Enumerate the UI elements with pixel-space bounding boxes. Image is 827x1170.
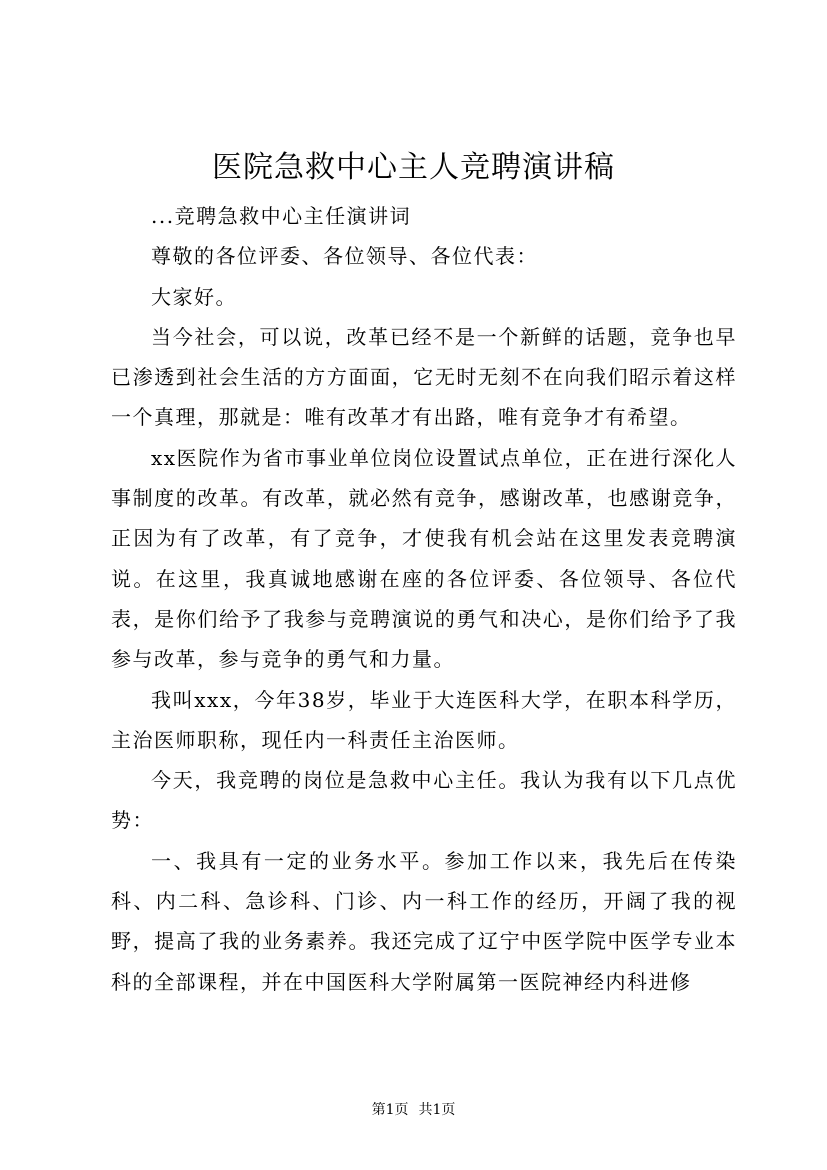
- page-number: 第1页: [371, 1102, 409, 1118]
- page-footer: [0, 1100, 827, 1120]
- paragraph-reform: 当今社会，可以说，改革已经不是一个新鲜的话题，竞争也早已渗透到社会生活的方方面面，它无时无刻不在向我们昭示着这样一个真理，那就是：唯有改革才有出路，唯有竞争才有希望。: [111, 324, 737, 430]
- paragraph-hospital: xx医院作为省市事业单位岗位设置试点单位，正在进行深化人事制度的改革。有改革，就必然有竞争，感谢改革，也感谢竞争，正因为有了改革，有了竞争，才使我有机会站在这里发表竞聘演说。在这里，我真诚地感谢在座的各位评委、各位领导、各位代表，是你们给予了我参与竞聘演说的勇气和决心，是你们给予了我参与改革，参与竞争的勇气和力量。: [111, 445, 737, 672]
- document-body: [111, 196, 737, 1002]
- paragraph-greeting: 大家好。: [151, 284, 237, 309]
- paragraph-salutation: 尊敬的各位评委、各位领导、各位代表：: [151, 244, 538, 269]
- document-title: 医院急救中心主人竞聘演讲稿: [212, 150, 615, 185]
- paragraph-subtitle: ...竞聘急救中心主任演讲词: [151, 204, 412, 228]
- paragraph-self-intro: 我叫xxx，今年38岁，毕业于大连医科大学，在职本科学历，主治医师职称，现任内一科责任主治医师。: [111, 687, 737, 752]
- paragraph-position: 今天，我竞聘的岗位是急救中心主任。我认为我有以下几点优势：: [111, 768, 737, 833]
- page-total: 共1页: [418, 1102, 456, 1118]
- paragraph-advantage-one: 一、我具有一定的业务水平。参加工作以来，我先后在传染科、内二科、急诊科、门诊、内一科工作的经历，开阔了我的视野，提高了我的业务素养。我还完成了辽宁中医学院中医学专业本科的全部课程，并在中国医科大学附属第一医院神经内科进修: [111, 848, 737, 994]
